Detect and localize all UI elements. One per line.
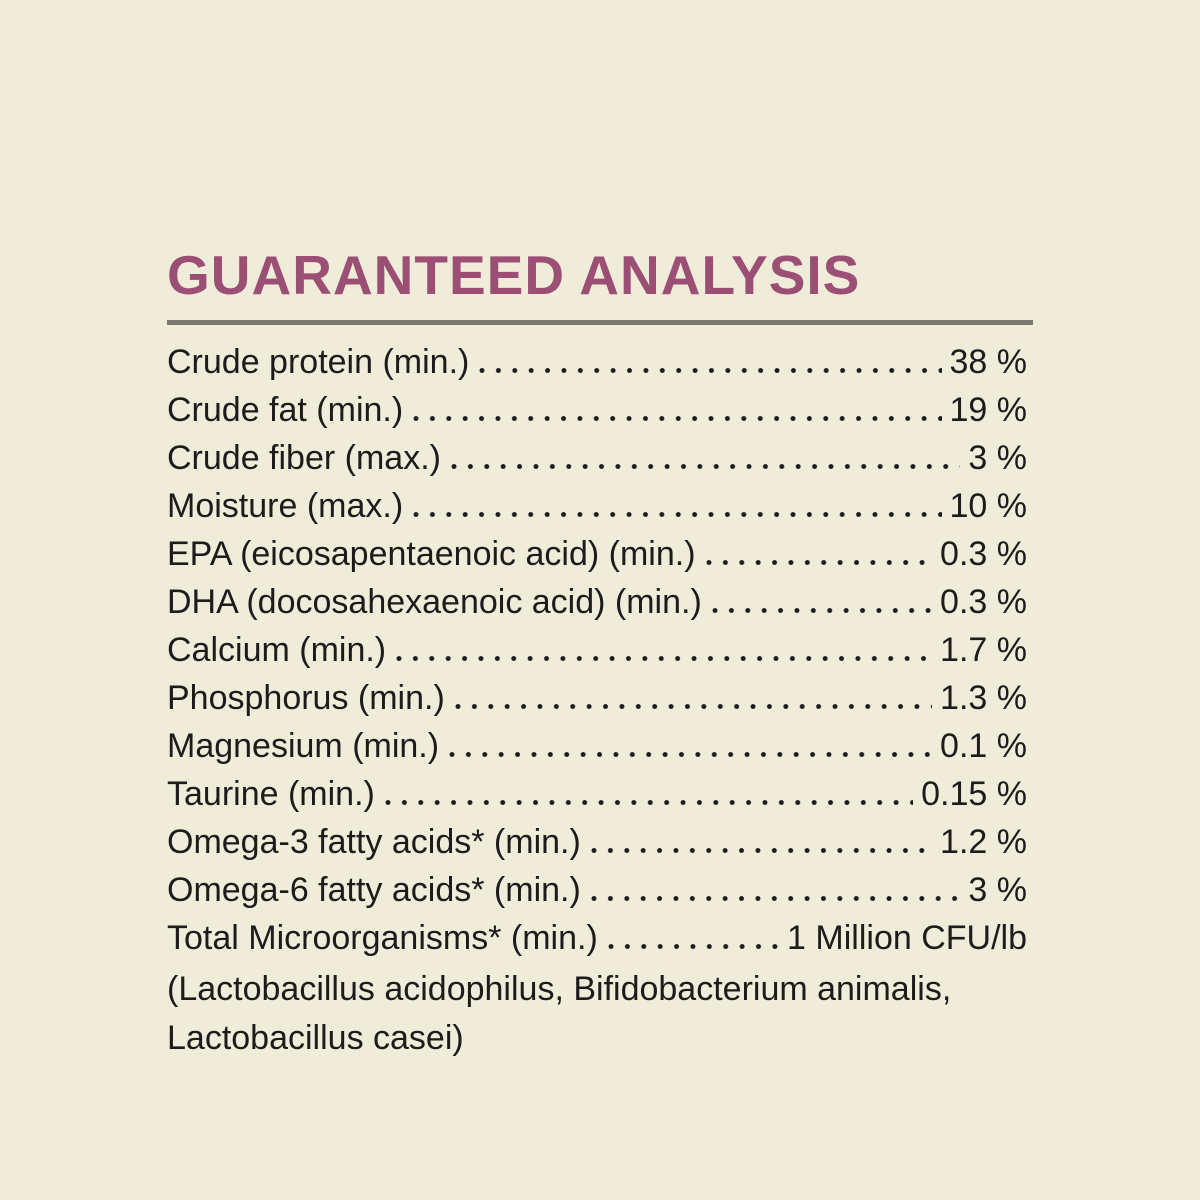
analysis-row [167,386,1033,434]
dot-leader [451,464,960,469]
nutrient-value: 0.1 % [940,727,1027,765]
analysis-row [167,434,1033,482]
nutrient-value: 0.3 % [940,583,1027,621]
nutrient-label: Phosphorus (min.) [167,679,445,717]
nutrient-value: 3 % [968,439,1027,477]
dot-leader [706,560,933,565]
analysis-table [167,338,1033,962]
title-divider [167,320,1033,325]
dot-leader [449,752,932,757]
dot-leader [413,512,941,517]
guaranteed-analysis-panel [167,244,1033,1063]
nutrient-value: 1 Million CFU/lb [787,919,1027,957]
nutrient-value: 3 % [968,871,1027,909]
nutrient-value: 19 % [949,391,1027,429]
microorganism-species-note [167,965,1033,1063]
dot-leader [455,704,932,709]
nutrient-label: DHA (docosahexaenoic acid) (min.) [167,583,702,621]
dot-leader [396,656,932,661]
nutrient-label: Omega-3 fatty acids* (min.) [167,823,581,861]
analysis-row [167,482,1033,530]
nutrient-label: Omega-6 fatty acids* (min.) [167,871,581,909]
analysis-row [167,338,1033,386]
nutrient-label: Calcium (min.) [167,631,387,669]
footnote-line: Lactobacillus casei) [167,1019,464,1057]
dot-leader [712,608,932,613]
analysis-row [167,818,1033,866]
analysis-row [167,722,1033,770]
nutrient-label: Total Microorganisms* (min.) [167,919,598,957]
nutrient-value: 0.15 % [921,775,1027,813]
nutrient-label: Crude fiber (max.) [167,439,441,477]
dot-leader [385,800,913,805]
nutrient-value: 1.7 % [940,631,1027,669]
nutrient-value: 1.2 % [940,823,1027,861]
nutrient-label: Moisture (max.) [167,487,404,525]
nutrient-label: Taurine (min.) [167,775,375,813]
analysis-row [167,530,1033,578]
nutrient-value: 0.3 % [940,535,1027,573]
nutrient-label: Magnesium (min.) [167,727,440,765]
page-title: GUARANTEED ANALYSIS [167,244,861,306]
analysis-row [167,914,1033,962]
nutrient-label: EPA (eicosapentaenoic acid) (min.) [167,535,696,573]
analysis-row [167,674,1033,722]
analysis-row [167,578,1033,626]
nutrient-value: 1.3 % [940,679,1027,717]
dot-leader [413,416,941,421]
dot-leader [479,368,941,373]
analysis-row [167,626,1033,674]
analysis-row [167,770,1033,818]
nutrient-label: Crude fat (min.) [167,391,404,429]
nutrient-label: Crude protein (min.) [167,343,470,381]
dot-leader [591,896,961,901]
footnote-line: (Lactobacillus acidophilus, Bifidobacterium animalis, [167,970,952,1008]
analysis-row [167,866,1033,914]
dot-leader [608,944,779,949]
nutrient-value: 10 % [949,487,1027,525]
dot-leader [591,848,932,853]
nutrient-value: 38 % [949,343,1027,381]
